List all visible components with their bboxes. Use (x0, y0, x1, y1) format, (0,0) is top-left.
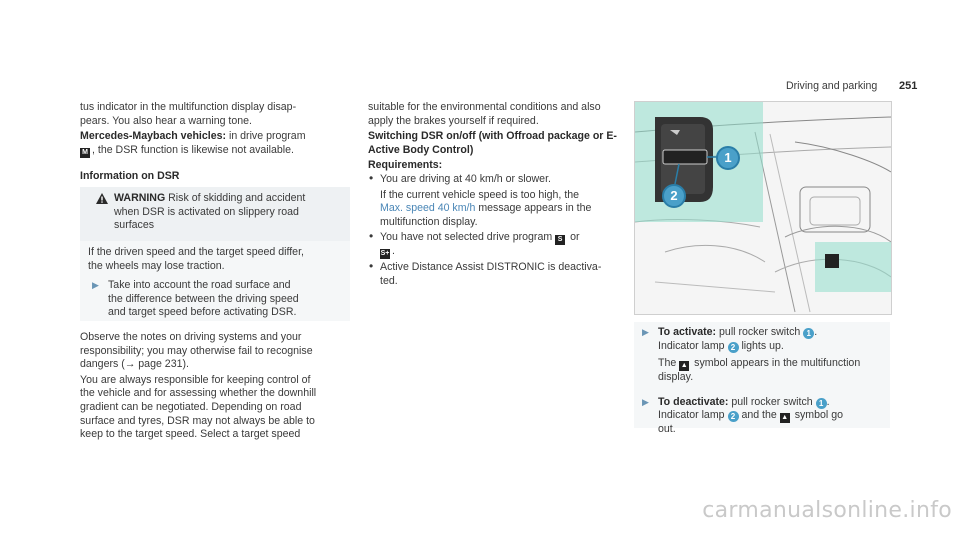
maybach-drive-icon: M (80, 148, 90, 158)
dsr-symbol-icon: ▲ (781, 414, 789, 422)
callout-ref-2: 2 (728, 411, 739, 422)
requirement-item: • You have not selected drive program S or S+ . (369, 229, 580, 258)
callout-ref-1: 1 (816, 398, 827, 409)
action-arrow-icon: ▶ (642, 396, 649, 407)
requirements-label: Requirements: (368, 159, 443, 172)
paragraph: tus indicator in the multifunction display disap- (80, 101, 297, 113)
dsr-symbol-icon: ▲ (680, 362, 688, 370)
callout-ref-1: 1 (803, 328, 814, 339)
callout-2: 2 (662, 184, 686, 208)
warning-label: WARNING (114, 192, 166, 204)
console-drawing (635, 102, 891, 314)
maybach-note: Mercedes-Maybach vehicles: in drive program (80, 130, 306, 143)
requirement-item: • Active Distance Assist DISTRONIC is deactiva- ted. (369, 259, 602, 287)
switch-heading: Switching DSR on/off (with Offroad package or E- (368, 130, 617, 143)
section-title: Driving and parking (786, 80, 878, 92)
page-number: 251 (899, 80, 918, 92)
action-arrow-icon: ▶ (642, 327, 649, 337)
warning-content: WARNING Risk of skidding and accident when DSR is activated on slippery road surfaces (98, 192, 343, 233)
requirement-item: • You are driving at 40 km/h or slower. If the current vehicle speed is too high, the Max. speed 40 km/h message appears in the multifunction display. (369, 170, 592, 228)
console-illustration (634, 101, 892, 315)
warning-details-text: If the driven speed and the target speed differ, the wheels may lose traction. ▶ Take into account the road surface and the difference between the driving speed and target speed before activating DSR. (88, 246, 304, 319)
paragraph: pears. You also hear a warning tone. (80, 114, 252, 127)
observe-paragraph: Observe the notes on driving systems and your responsibility; you may otherwise fail to recognise dangers (→ page 231). You are always responsible for keeping control of the vehicle and for assessing whether the downhill gradient can be negotiated. Depending on road surface and tyres, DSR may not always be able to keep to the target speed. Select a target speed (80, 331, 317, 441)
callout-ref-2: 2 (728, 342, 739, 353)
warning-triangle-icon (96, 193, 108, 204)
sport-mode-icon: S (555, 235, 565, 245)
instructions (640, 326, 890, 437)
deactivate-step: ▶ To deactivate: pull rocker switch 1 . Indicator lamp 2 and the ▲ symbol go out. (642, 395, 843, 436)
callout-1: 1 (716, 146, 740, 170)
column-1 (80, 101, 350, 183)
watermark: carmanualsonline.info (702, 498, 952, 523)
max-speed-message: Max. speed 40 km/h (380, 202, 476, 215)
sport-plus-mode-icon: S+ (380, 250, 390, 258)
maybach-note-line2: M , the DSR function is likewise not available. (80, 144, 350, 158)
info-heading: Information on DSR (80, 169, 180, 182)
column-2: suitable for the environmental conditions and also apply the brakes yourself if required. Switching DSR on/off (with Offroad package or E- Active Body Control) Requirements: • You are driving at 40 km/h or slower. If the current vehicle speed is too high, the Max. speed 40 km/h message appears in the multifunction display. • You have not selected drive program S or S+ . • Active Distance Assist DISTRONIC is deactiva- ted. (368, 101, 628, 289)
action-arrow-icon: ▶ (92, 280, 99, 291)
activate-step: ▶ To activate: pull rocker switch 1 . Indicator lamp 2 lights up. The ▲ symbol appears in the multifunction display. (642, 326, 861, 384)
